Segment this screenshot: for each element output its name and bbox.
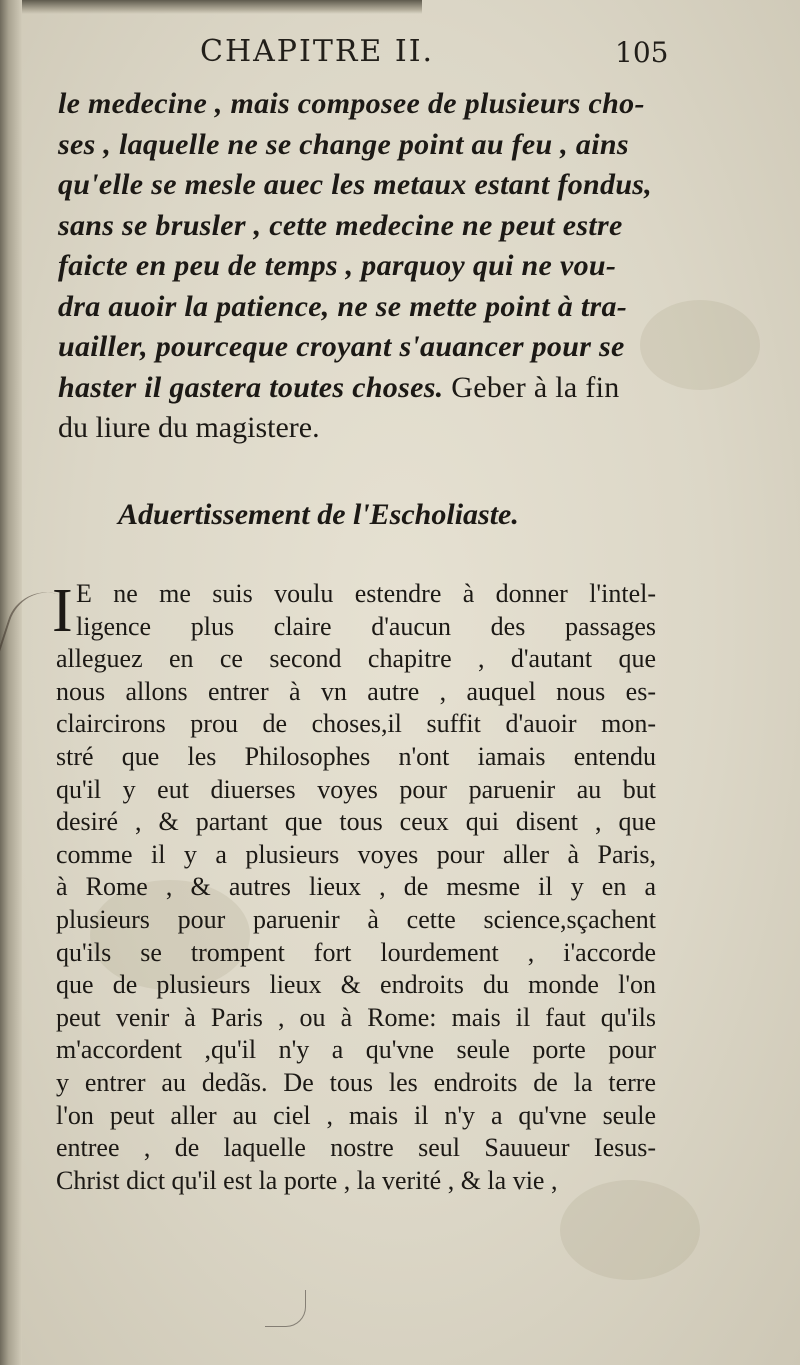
section-heading: Aduertissement de l'Escholiaste. — [118, 498, 519, 531]
body-line: stré que les Philosophes n'ont iamais entendu — [56, 741, 656, 771]
body-line: à Rome , & autres lieux , de mesme il y en a — [56, 872, 656, 902]
body-line: y entrer au dedãs. De tous les endroits de la terre — [56, 1067, 656, 1097]
running-head: CHAPITRE II. — [200, 34, 435, 69]
quotation-line: le medecine , mais composee de plusieurs cho- — [58, 87, 645, 120]
body-line: alleguez en ce second chapitre , d'autant que — [56, 644, 656, 674]
page-number: 105 — [615, 36, 669, 69]
citation-source-end: du liure du magistere. — [58, 411, 320, 444]
body-line: claircirons prou de choses,il suffit d'auoir mon- — [56, 709, 656, 739]
quotation-line-with-citation — [58, 368, 683, 409]
body-line: peut venir à Paris , ou à Rome: mais il faut qu'ils — [56, 1002, 656, 1032]
body-paragraph — [56, 578, 686, 1197]
quotation-line: dra auoir la patience, ne se mette point à tra- — [58, 289, 628, 323]
body-line: qu'ils se trompent fort lourdement , i'accorde — [56, 937, 656, 967]
quotation-line: faicte en peu de temps , parquoy qui ne vou- — [58, 249, 617, 282]
body-line: plusieurs pour paruenir à cette science,sçachent — [56, 904, 656, 934]
body-line: E ne me suis voulu estendre à donner l'intel- — [76, 579, 656, 608]
citation-source: Geber à la fin — [451, 370, 620, 404]
body-line: m'accordent ,qu'il n'y a qu'vne seule porte pour — [56, 1035, 656, 1065]
page-top-shadow — [22, 0, 422, 14]
quotation-line: haster il gastera toutes choses. — [58, 370, 444, 404]
quotation-line: qu'elle se mesle auec les metaux estant fondus, — [58, 168, 653, 201]
body-line: ligence plus claire d'aucun des passages — [76, 611, 656, 641]
body-line: comme il y a plusieurs voyes pour aller à Paris, — [56, 839, 656, 869]
drop-cap: I — [52, 577, 73, 645]
quotation-line: uailler, pourceque croyant s'auancer pour se — [58, 330, 625, 363]
ink-flourish — [265, 1290, 306, 1327]
body-line: l'on peut aller au ciel , mais il n'y a qu'vne seule — [56, 1100, 656, 1130]
body-line: Christ dict qu'il est la porte , la verité , & la vie , — [56, 1165, 558, 1195]
quotation-line: sans se brusler , cette medecine ne peut estre — [58, 208, 623, 242]
body-line: qu'il y eut diuerses voyes pour paruenir au but — [56, 774, 656, 804]
italic-quotation — [58, 84, 683, 449]
body-line: que de plusieurs lieux & endroits du monde l'on — [56, 970, 656, 1000]
body-line: entree , de laquelle nostre seul Sauueur Iesus- — [56, 1133, 656, 1163]
quotation-line: ses , laquelle ne se change point au feu , ains — [58, 127, 629, 161]
body-line: nous allons entrer à vn autre , auquel nous es- — [56, 676, 656, 706]
body-line: desiré , & partant que tous ceux qui disent , que — [56, 807, 656, 837]
